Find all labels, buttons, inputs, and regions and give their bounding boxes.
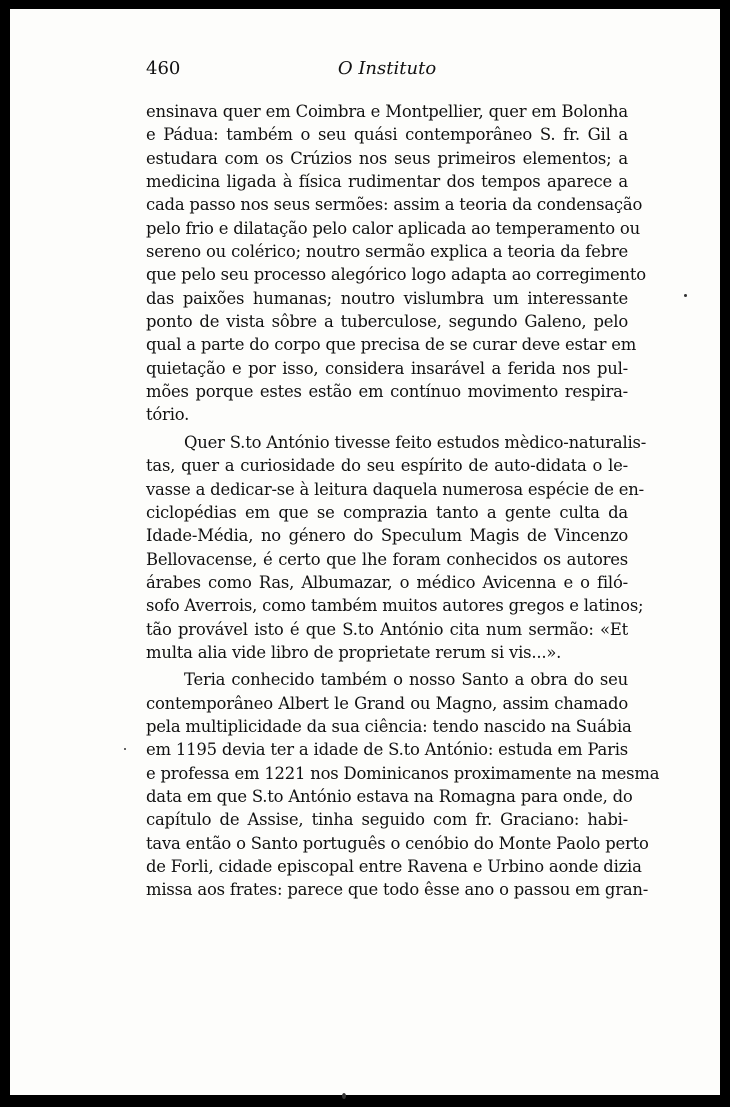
scan-speck [684, 294, 687, 297]
text-line: tas, quer a curiosidade do seu espírito de auto-didata o le- [146, 456, 628, 476]
text-line: de Forli, cidade episcopal entre Ravena e Urbino aonde dizia [146, 857, 642, 876]
text-line: cada passo nos seus sermões: assim a teoria da condensação [146, 195, 643, 215]
page-header [146, 58, 628, 88]
text-line: ensinava quer em Coimbra e Montpellier, quer em Bolonha [146, 102, 628, 121]
text-line: e Pádua: também o seu quási contemporâneo S. fr. Gil a [146, 125, 628, 145]
text-line: Quer S.to António tivesse feito estudos mèdico-naturalis- [184, 432, 647, 452]
text-line: em 1195 devia ter a idade de S.to António: estuda em Paris [146, 740, 628, 760]
scan-speck [124, 748, 126, 750]
running-title: O Instituto [337, 58, 437, 79]
text-line: Teria conhecido também o nosso Santo a obra do seu [184, 670, 628, 690]
text-line: data em que S.to António estava na Romagna para onde, do [146, 786, 633, 806]
text-line: tório. [146, 405, 190, 425]
text-line: que pelo seu processo alegórico logo adapta ao corregimento [146, 265, 646, 285]
text-line: Bellovacense, é certo que lhe foram conhecidos os autores [146, 549, 628, 569]
scan-speck [342, 1093, 346, 1099]
text-line: medicina ligada à física rudimentar dos tempos aparece a [146, 172, 628, 192]
text-line: mões porque estes estão em contínuo movimento respira- [146, 382, 628, 402]
text-line: pelo frio e dilatação pelo calor aplicada ao temperamento ou [146, 218, 640, 238]
text-line: vasse a dedicar-se à leitura daquela numerosa espécie de en- [146, 479, 644, 499]
text-line: tão provável isto é que S.to António cita num sermão: «Et [146, 619, 628, 639]
text-line: ponto de vista sôbre a tuberculose, segundo Galeno, pelo [146, 312, 628, 332]
text-line: tava então o Santo português o cenóbio do Monte Paolo perto [146, 833, 649, 853]
text-line: sereno ou colérico; noutro sermão explica a teoria da febre [146, 242, 628, 262]
paragraph [146, 100, 646, 427]
paragraph [146, 431, 647, 664]
text-line: árabes como Ras, Albumazar, o médico Avicenna e o filó- [146, 572, 628, 592]
text-line: Idade-Média, no género do Speculum Magis de Vincenzo [146, 526, 628, 546]
text-line: das paixões humanas; noutro vislumbra um interessante [146, 288, 628, 308]
text-line: contemporâneo Albert le Grand ou Magno, assim chamado [146, 693, 628, 713]
body-text [146, 100, 660, 902]
text-line: sofo Averrois, como também muitos autores gregos e latinos; [146, 596, 644, 616]
text-line: capítulo de Assise, tinha seguido com fr. Graciano: habi- [146, 810, 628, 830]
text-line: quietação e por isso, considera insarável a ferida nos pul- [146, 358, 628, 378]
text-line: qual a parte do corpo que precisa de se curar deve estar em [146, 335, 637, 355]
page-number: 460 [146, 58, 181, 79]
text-line: pela multiplicidade da sua ciência: tendo nascido na Suábia [146, 716, 632, 736]
text-line: multa alia vide libro de proprietate rerum si vis...». [146, 642, 562, 662]
text-line: ciclopédias em que se comprazia tanto a gente culta da [146, 502, 628, 522]
text-line: missa aos frates: parece que todo êsse ano o passou em gran- [146, 880, 649, 900]
paragraph [146, 668, 660, 901]
text-line: estudara com os Crúzios nos seus primeiros elementos; a [146, 148, 628, 168]
text-line: e professa em 1221 nos Dominicanos proximamente na mesma [146, 763, 660, 783]
